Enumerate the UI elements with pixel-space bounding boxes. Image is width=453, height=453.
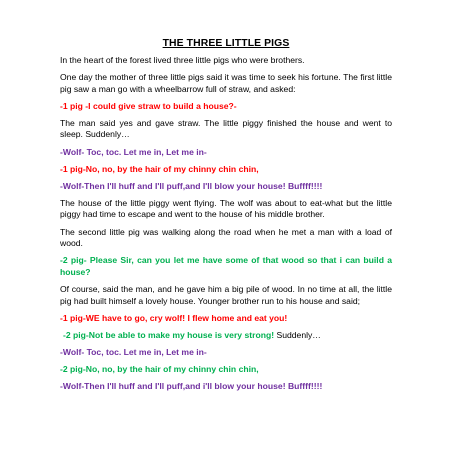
paragraph: The second little pig was walking along the road when he met a man with a load of wood. — [60, 226, 392, 249]
paragraph: The house of the little piggy went flying. The wolf was about to eat-what but the little piggy had time to escape and went to the house of his middle brother. — [60, 197, 392, 220]
dialogue-line-pig2: -2 pig-No, no, by the hair of my chinny chin chin, — [60, 363, 259, 374]
dialogue-line-wolf: -Wolf-Then I'll huff and I'll puff,and I'll blow your house! Buffff!!!! — [60, 180, 323, 191]
dialogue-line-wolf: -Wolf- Toc, toc. Let me in, Let me in- — [60, 346, 207, 357]
dialogue-line-pig1: -1 pig-WE have to go, cry wolf! I flew home and eat you! — [60, 312, 288, 323]
dialogue-line-pig2: -2 pig- Please Sir, can you let me have some of that wood so that i can build a house? — [60, 255, 392, 277]
paragraph: Of course, said the man, and he gave him a big pile of wood. In no time at all, the little pig had built himself a lovely house. Younger brother run to his house and said; — [60, 283, 392, 306]
dialogue-line-pig1: -1 pig -I could give straw to build a house?- — [60, 100, 237, 111]
paragraph: One day the mother of three little pigs said it was time to seek his fortune. The first little pig saw a man go with a wheelbarrow full of straw, and asked: — [60, 72, 392, 94]
paragraph: The man said yes and gave straw. The little piggy finished the house and went to sleep. Suddenly… — [60, 117, 392, 140]
dialogue-line-pig1: -1 pig-No, no, by the hair of my chinny chin chin, — [60, 163, 259, 174]
dialogue-line-wolf: -Wolf- Toc, toc. Let me in, Let me in- — [60, 146, 207, 157]
dialogue-line-wolf: -Wolf-Then I'll huff and I'll puff,and i'll blow your house! Buffff!!!! — [60, 380, 323, 391]
paragraph: In the heart of the forest lived three little pigs who were brothers. — [60, 55, 305, 65]
document-page — [60, 38, 392, 398]
mixed-paragraph — [60, 330, 392, 342]
dialogue-line-pig2: -2 pig-Not be able to make my house is very strong! — [63, 329, 275, 340]
narration-text: Suddenly… — [274, 329, 321, 340]
document-title: THE THREE LITTLE PIGS — [162, 38, 290, 49]
